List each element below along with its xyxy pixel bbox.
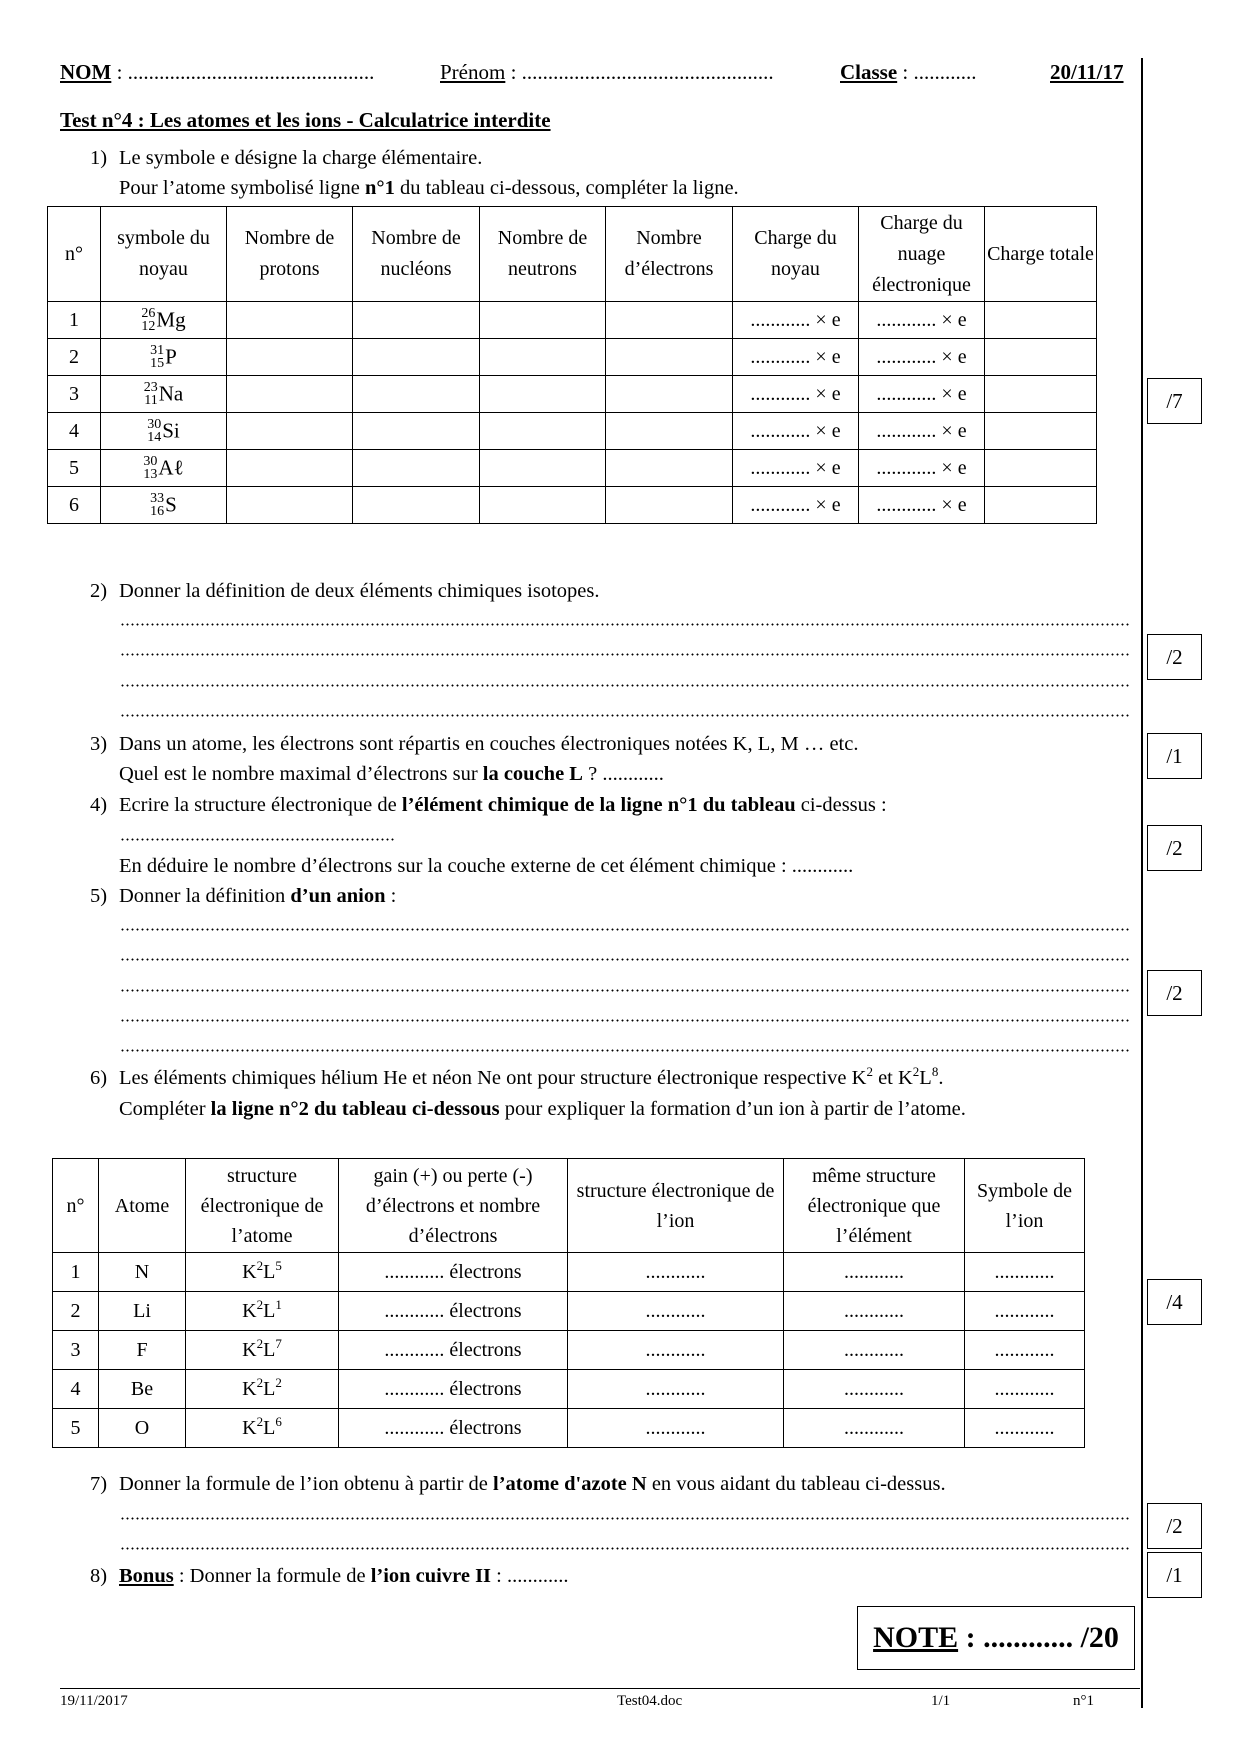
total-charge-cell[interactable]	[985, 487, 1097, 524]
q2-number: 2)	[90, 580, 108, 602]
cloud-charge-cell[interactable]: ............ × e	[859, 450, 985, 487]
header	[60, 60, 1130, 88]
answer-line[interactable]	[120, 713, 1130, 719]
element-symbol: Si	[162, 418, 180, 443]
answer-cell[interactable]	[480, 487, 606, 524]
gain-loss-cell[interactable]: ............ électrons	[339, 1292, 568, 1331]
answer-line[interactable]	[120, 927, 1130, 933]
atoms-table	[47, 206, 1097, 524]
q1-line2: Pour l’atome symbolisé ligne n°1 du tableau ci-dessous, compléter la ligne.	[119, 177, 739, 199]
ion-symbol-cell[interactable]: ............	[965, 1409, 1085, 1448]
nucleus-charge-cell[interactable]: ............ × e	[733, 450, 859, 487]
q8-number: 8)	[90, 1565, 108, 1587]
q3-line1: Dans un atome, les électrons sont répartis en couches électroniques notées K, L, M … etc.	[119, 733, 859, 755]
element-symbol: Mg	[156, 307, 186, 332]
q3-number: 3)	[90, 733, 108, 755]
atomic-number: 14	[147, 430, 162, 445]
table-row	[53, 1331, 1085, 1370]
score-box-q8: /1	[1147, 1552, 1202, 1598]
answer-line[interactable]	[120, 1516, 1130, 1522]
answer-line[interactable]	[120, 837, 395, 843]
ion-symbol-cell[interactable]: ............	[965, 1331, 1085, 1370]
element-symbol: Na	[158, 381, 184, 406]
gain-loss-cell[interactable]: ............ électrons	[339, 1253, 568, 1292]
mass-number: 33	[150, 491, 165, 506]
element-symbol: S	[165, 492, 177, 517]
q4-number: 4)	[90, 794, 108, 816]
answer-cell[interactable]	[606, 376, 733, 413]
atom-structure-cell: $K^2L^5$	[186, 1253, 339, 1292]
t2-header-atom: Atome	[99, 1159, 186, 1253]
table-row	[48, 450, 1097, 487]
ion-structure-cell[interactable]: ............	[568, 1331, 784, 1370]
ions-table	[52, 1158, 1085, 1448]
row-number: 1	[53, 1253, 99, 1292]
q4-line3: En déduire le nombre d’électrons sur la couche externe de cet élément chimique : ............	[119, 855, 854, 877]
atomic-number: 13	[143, 467, 158, 482]
same-structure-cell[interactable]: ............	[784, 1253, 965, 1292]
gain-loss-cell[interactable]: ............ électrons	[339, 1409, 568, 1448]
t1-header-nucleons: Nombre de nucléons	[353, 207, 480, 302]
table-row	[48, 413, 1097, 450]
row-number: 3	[48, 376, 101, 413]
t2-header-n: n°	[53, 1159, 99, 1253]
mass-number: 31	[150, 343, 165, 358]
same-structure-cell[interactable]: ............	[784, 1292, 965, 1331]
ion-structure-cell[interactable]: ............	[568, 1253, 784, 1292]
answer-cell[interactable]	[606, 450, 733, 487]
answer-cell[interactable]	[606, 339, 733, 376]
score-box-q5: /2	[1147, 970, 1202, 1016]
nucleus-charge-cell[interactable]: ............ × e	[733, 339, 859, 376]
q7-number: 7)	[90, 1473, 108, 1495]
answer-cell[interactable]	[353, 339, 480, 376]
ion-structure-cell[interactable]: ............	[568, 1409, 784, 1448]
same-structure-cell[interactable]: ............	[784, 1409, 965, 1448]
answer-cell[interactable]	[227, 302, 353, 339]
answer-cell[interactable]	[480, 302, 606, 339]
ion-symbol-cell[interactable]: ............	[965, 1292, 1085, 1331]
answer-cell[interactable]	[606, 302, 733, 339]
footer-page: 1/1	[931, 1693, 951, 1709]
answer-cell[interactable]	[227, 487, 353, 524]
q3-line2: Quel est le nombre maximal d’électrons sur la couche L ? ............	[119, 763, 664, 785]
t1-header-n: n°	[48, 207, 101, 302]
q1-number: 1)	[90, 147, 108, 169]
answer-line[interactable]	[120, 652, 1130, 658]
element-symbol: Aℓ	[158, 455, 184, 480]
answer-cell[interactable]	[353, 413, 480, 450]
total-charge-cell[interactable]	[985, 450, 1097, 487]
answer-cell[interactable]	[606, 413, 733, 450]
ion-structure-cell[interactable]: ............	[568, 1292, 784, 1331]
cloud-charge-cell[interactable]: ............ × e	[859, 487, 985, 524]
row-number: 2	[53, 1292, 99, 1331]
q2-text: Donner la définition de deux éléments chimiques isotopes.	[119, 580, 600, 602]
nucleus-charge-cell[interactable]: ............ × e	[733, 487, 859, 524]
mass-number: 30	[143, 454, 158, 469]
t1-header-nucleus-charge: Charge du noyau	[733, 207, 859, 302]
nom-field[interactable]: NOM : ...............................................	[60, 60, 375, 84]
t1-header-cloud-charge: Charge du nuage électronique	[859, 207, 985, 302]
nucleus-charge-cell[interactable]: ............ × e	[733, 413, 859, 450]
answer-cell[interactable]	[480, 339, 606, 376]
gain-loss-cell[interactable]: ............ électrons	[339, 1370, 568, 1409]
answer-line[interactable]	[120, 988, 1130, 994]
t2-header-atom-structure: structure électronique de l’atome	[186, 1159, 339, 1253]
table-row	[53, 1253, 1085, 1292]
atom-structure-cell: $K^2L^1$	[186, 1292, 339, 1331]
atomic-number: 15	[150, 356, 165, 371]
row-number: 4	[48, 413, 101, 450]
ion-symbol-cell[interactable]: ............	[965, 1253, 1085, 1292]
answer-cell[interactable]	[480, 413, 606, 450]
nucleus-charge-cell[interactable]: ............ × e	[733, 302, 859, 339]
right-margin-line	[1141, 58, 1143, 1708]
q1-line1: Le symbole e désigne la charge élémentaire.	[119, 147, 483, 169]
row-number: 6	[48, 487, 101, 524]
answer-line[interactable]	[120, 622, 1130, 628]
nucleus-symbol	[101, 302, 227, 339]
gain-loss-cell[interactable]: ............ électrons	[339, 1331, 568, 1370]
cloud-charge-cell[interactable]: ............ × e	[859, 339, 985, 376]
ion-symbol-cell[interactable]: ............	[965, 1370, 1085, 1409]
atom-structure-cell: $K^2L^6$	[186, 1409, 339, 1448]
answer-cell[interactable]	[227, 339, 353, 376]
answer-line[interactable]	[120, 1048, 1130, 1054]
q5-number: 5)	[90, 885, 108, 907]
t1-header-neutrons: Nombre de neutrons	[480, 207, 606, 302]
footer-rule	[60, 1688, 1140, 1689]
nucleus-charge-cell[interactable]: ............ × e	[733, 376, 859, 413]
score-box-q6: /4	[1147, 1279, 1202, 1325]
q6-line1: Les éléments chimiques hélium He et néon Ne ont pour structure électronique respective $K^2$ et $K^2L^8$.	[119, 1064, 944, 1089]
answer-line[interactable]	[120, 1546, 1130, 1552]
cloud-charge-cell[interactable]: ............ × e	[859, 413, 985, 450]
answer-line[interactable]	[120, 683, 1130, 689]
answer-cell[interactable]	[480, 376, 606, 413]
t2-header-same-structure: même structure électronique que l’élément	[784, 1159, 965, 1253]
same-structure-cell[interactable]: ............	[784, 1370, 965, 1409]
answer-cell[interactable]	[227, 450, 353, 487]
table-row	[53, 1292, 1085, 1331]
element-symbol: P	[165, 344, 177, 369]
answer-cell[interactable]	[227, 413, 353, 450]
atom-cell: N	[99, 1253, 186, 1292]
atomic-number: 12	[141, 319, 156, 334]
nucleus-symbol	[101, 339, 227, 376]
q8-text: Bonus : Donner la formule de l’ion cuivre II : ............	[119, 1565, 569, 1587]
atom-cell: Be	[99, 1370, 186, 1409]
mass-number: 23	[143, 380, 158, 395]
t1-header-total-charge: Charge totale	[985, 207, 1097, 302]
test-title: Test n°4 : Les atomes et les ions - Calculatrice interdite	[60, 108, 551, 132]
atom-cell: Li	[99, 1292, 186, 1331]
q7-text: Donner la formule de l’ion obtenu à partir de l’atome d'azote N en vous aidant du tableau ci-dessus.	[119, 1473, 946, 1495]
answer-cell[interactable]	[480, 450, 606, 487]
total-charge-cell[interactable]	[985, 413, 1097, 450]
mass-number: 26	[141, 306, 156, 321]
score-box-q7: /2	[1147, 1503, 1202, 1549]
nucleus-symbol	[101, 450, 227, 487]
total-charge-cell[interactable]	[985, 339, 1097, 376]
row-number: 4	[53, 1370, 99, 1409]
q6-line2: Compléter la ligne n°2 du tableau ci-dessous pour expliquer la formation d’un ion à partir de l’atome.	[119, 1098, 966, 1120]
row-number: 3	[53, 1331, 99, 1370]
t1-header-protons: Nombre de protons	[227, 207, 353, 302]
table-row	[48, 302, 1097, 339]
atom-cell: F	[99, 1331, 186, 1370]
footer-number: n°1	[1073, 1693, 1094, 1709]
t2-header-ion-structure: structure électronique de l’ion	[568, 1159, 784, 1253]
cloud-charge-cell[interactable]: ............ × e	[859, 376, 985, 413]
same-structure-cell[interactable]: ............	[784, 1331, 965, 1370]
row-number: 5	[48, 450, 101, 487]
answer-line[interactable]	[120, 1018, 1130, 1024]
answer-cell[interactable]	[353, 487, 480, 524]
table-row	[48, 487, 1097, 524]
answer-line[interactable]	[120, 957, 1130, 963]
table-row	[53, 1370, 1085, 1409]
classe-field[interactable]: Classe : ............	[840, 60, 977, 84]
atom-structure-cell: $K^2L^7$	[186, 1331, 339, 1370]
score-box-q2: /2	[1147, 634, 1202, 680]
table-row	[48, 376, 1097, 413]
nucleus-symbol	[101, 413, 227, 450]
ion-structure-cell[interactable]: ............	[568, 1370, 784, 1409]
atom-cell: O	[99, 1409, 186, 1448]
q6-number: 6)	[90, 1067, 108, 1089]
t1-header-electrons: Nombre d’électrons	[606, 207, 733, 302]
row-number: 2	[48, 339, 101, 376]
cloud-charge-cell[interactable]: ............ × e	[859, 302, 985, 339]
score-box-q3: /1	[1147, 733, 1202, 779]
answer-cell[interactable]	[353, 376, 480, 413]
q5-text: Donner la définition d’un anion :	[119, 885, 397, 907]
score-box-q1: /7	[1147, 378, 1202, 424]
atomic-number: 16	[150, 504, 165, 519]
score-box-q4: /2	[1147, 825, 1202, 871]
table-row	[53, 1409, 1085, 1448]
row-number: 5	[53, 1409, 99, 1448]
total-charge-cell[interactable]	[985, 376, 1097, 413]
total-charge-cell[interactable]	[985, 302, 1097, 339]
table-row	[48, 339, 1097, 376]
note-box: NOTE : ............ /20	[857, 1606, 1135, 1670]
t2-header-gain-loss: gain (+) ou perte (-) d’électrons et nombre d’électrons	[339, 1159, 568, 1253]
answer-cell[interactable]	[353, 450, 480, 487]
date: 20/11/17	[1050, 60, 1124, 84]
mass-number: 30	[147, 417, 162, 432]
prenom-field[interactable]: Prénom : ................................................	[440, 60, 774, 84]
answer-cell[interactable]	[606, 487, 733, 524]
nucleus-symbol	[101, 376, 227, 413]
t1-header-symbol: symbole du noyau	[101, 207, 227, 302]
row-number: 1	[48, 302, 101, 339]
q4-line1: Ecrire la structure électronique de l’élément chimique de la ligne n°1 du tableau ci-dessus :	[119, 794, 887, 816]
t2-header-ion-symbol: Symbole de l’ion	[965, 1159, 1085, 1253]
atomic-number: 11	[144, 393, 158, 408]
footer-filename: Test04.doc	[617, 1693, 683, 1709]
answer-cell[interactable]	[353, 302, 480, 339]
footer-date: 19/11/2017	[60, 1693, 128, 1709]
nucleus-symbol	[101, 487, 227, 524]
atom-structure-cell: $K^2L^2$	[186, 1370, 339, 1409]
answer-cell[interactable]	[227, 376, 353, 413]
